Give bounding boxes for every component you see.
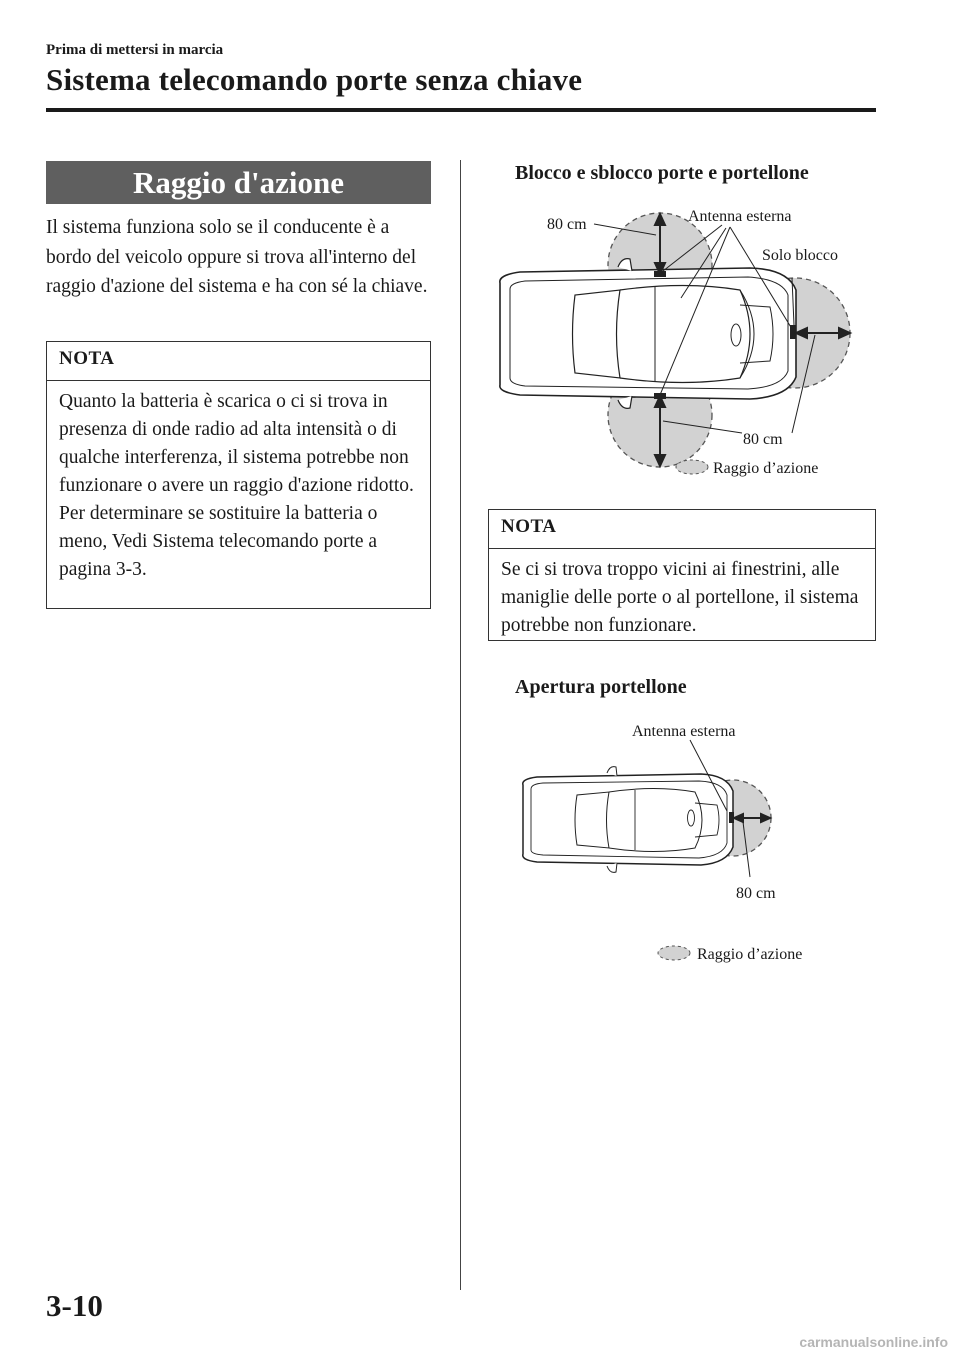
page-number: 3-10: [46, 1288, 103, 1323]
section-body: Il sistema funziona solo se il conducente è a bordo del veicolo oppure si trova all'interno del raggio d'azione del sistema e ha con sé la chiave.: [46, 217, 428, 297]
label-lock-only: Solo blocco: [762, 247, 838, 264]
section-title: Raggio d'azione: [133, 164, 344, 200]
label-antenna: Antenna esterna: [688, 208, 792, 225]
car-top-view: [523, 767, 733, 873]
page-title: Sistema telecomando porte senza chiave: [46, 62, 583, 97]
watermark: carmanualsonline.info: [799, 1334, 948, 1350]
diagram-heading-tailgate: Apertura portellone: [515, 676, 687, 698]
car-top-view: [500, 259, 796, 409]
legend-swatch: [676, 460, 708, 474]
tailgate-range-diagram: [505, 715, 845, 975]
section-banner: [46, 161, 431, 204]
diagram-heading-lock: Blocco e sblocco porte e portellone: [515, 162, 809, 184]
label-distance: 80 cm: [736, 885, 776, 902]
legend-swatch: [658, 946, 690, 960]
note-body: Se ci si trova troppo vicini ai finestrini, alle maniglie delle porte o al portellone, il sistema potrebbe non funzionare.: [501, 559, 859, 636]
breadcrumb: Prima di mettersi in marcia: [46, 42, 224, 58]
note-body: Quanto la batteria è scarica o ci si trova in presenza di onde radio ad alta intensità o di qualche interferenza, il sistema potrebbe non funzionare o avere un raggio d'azione ridotto. Per determinare se sostituire la batteria o meno, Vedi Sistema telecomando porte a pagina 3-3.: [59, 391, 414, 580]
column-divider: [460, 160, 461, 1290]
note-title: NOTA: [47, 342, 430, 381]
legend-label: Raggio d’azione: [713, 460, 819, 477]
label-distance-top: 80 cm: [547, 216, 587, 233]
note-box-left: [46, 341, 431, 609]
label-antenna: Antenna esterna: [632, 723, 736, 740]
title-rule: [46, 108, 876, 112]
label-distance-bottom: 80 cm: [743, 431, 783, 448]
note-box-right: [488, 509, 876, 641]
lock-range-diagram: [470, 195, 870, 490]
legend-label: Raggio d’azione: [697, 946, 803, 963]
note-title: NOTA: [489, 510, 875, 549]
